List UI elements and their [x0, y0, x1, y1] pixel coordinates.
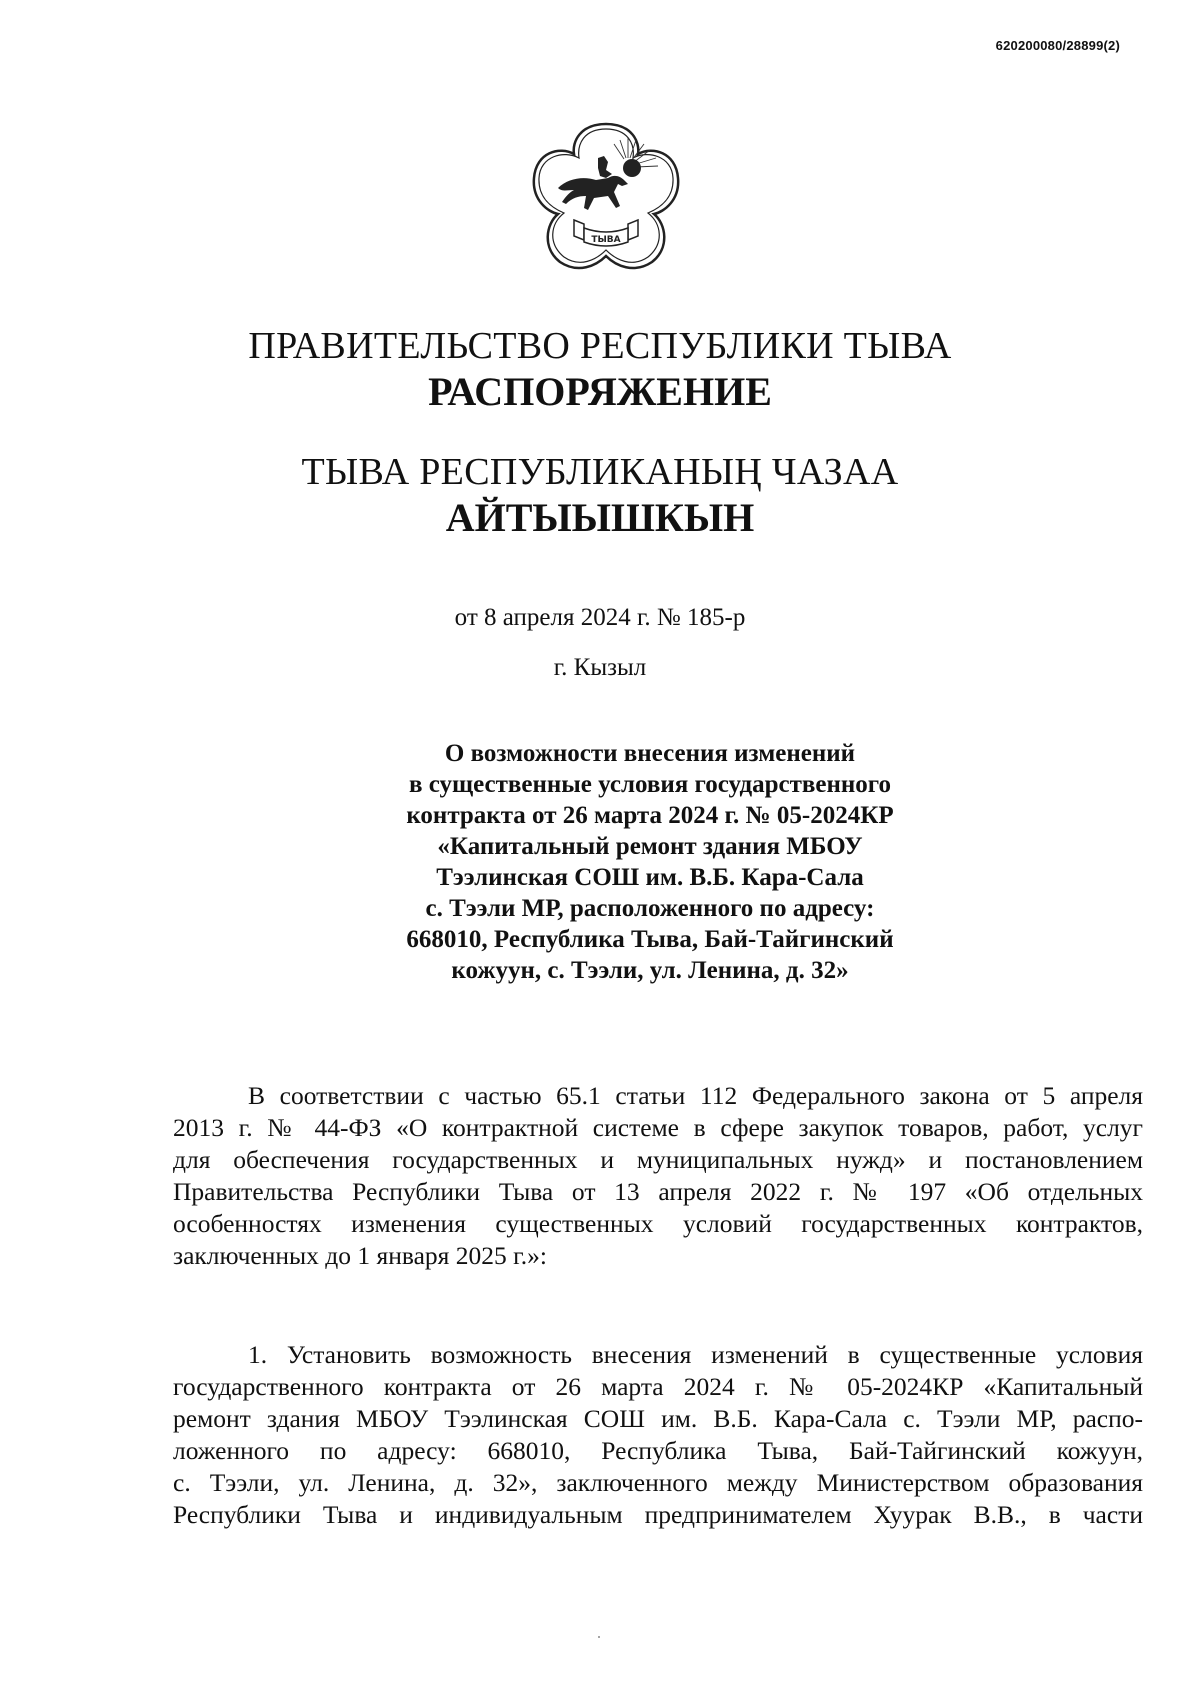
title-line: кожуун, с. Тээли, ул. Ленина, д. 32»: [451, 957, 849, 984]
svg-text:ТЫВА: ТЫВА: [591, 235, 621, 245]
text-line: ремонт здания МБОУ Тээлинская СОШ им. В.Б. Кара-Сала с. Тээли МР, распо-: [173, 1404, 1143, 1433]
title-line: 668010, Республика Тыва, Бай-Тайгинский: [406, 926, 894, 953]
text-line: государственного контракта от 26 марта 2024 г. № 05-2024КР «Капитальный: [173, 1372, 1143, 1401]
government-name-ru: ПРАВИТЕЛЬСТВО РЕСПУБЛИКИ ТЫВА: [248, 325, 952, 367]
preamble-paragraph: [173, 1080, 1143, 1272]
title-line: «Капитальный ремонт здания МБОУ: [437, 833, 863, 860]
text-line: Правительства Республики Тыва от 13 апреля 2022 г. № 197 «Об отдельных: [173, 1177, 1143, 1206]
text-line: 2013 г. № 44-ФЗ «О контрактной системе в сфере закупок товаров, работ, услуг: [173, 1113, 1143, 1142]
title-line: в существенные условия государственного: [408, 771, 892, 798]
document-city: г. Кызыл: [553, 654, 647, 681]
registration-number: 620200080/28899(2): [995, 38, 1120, 53]
text-line: ложенного по адресу: 668010, Республика Тыва, Бай-Тайгинский кожуун,: [173, 1436, 1143, 1465]
document-title: [300, 738, 1000, 986]
document-type-ru: РАСПОРЯЖЕНИЕ: [428, 369, 772, 414]
title-line: Тээлинская СОШ им. В.Б. Кара-Сала: [436, 864, 864, 891]
text-line: В соответствии с частью 65.1 статьи 112 Федерального закона от 5 апреля: [248, 1081, 1143, 1110]
title-line: с. Тээли МР, расположенного по адресу:: [425, 895, 875, 922]
document-type-tv: АЙТЫЫШКЫН: [445, 495, 755, 540]
text-line: Республики Тыва и индивидуальным предпринимателем Хуурак В.В., в части: [173, 1500, 1143, 1529]
text-line: заключенных до 1 января 2025 г.»:: [173, 1241, 547, 1270]
tuva-coat-of-arms-icon: [528, 118, 684, 276]
title-line: контракта от 26 марта 2024 г. № 05-2024КР: [406, 802, 894, 829]
text-line: с. Тээли, ул. Ленина, д. 32», заключенного между Министерством образования: [173, 1468, 1143, 1497]
text-line: 1. Установить возможность внесения изменений в существенные условия: [248, 1340, 1143, 1369]
text-line: для обеспечения государственных и муниципальных нужд» и постановлением: [173, 1145, 1143, 1174]
document-date-number: от 8 апреля 2024 г. № 185-р: [454, 604, 746, 631]
scan-speck: [598, 1636, 600, 1638]
text-line: особенностях изменения существенных условий государственных контрактов,: [173, 1209, 1143, 1238]
government-name-tv: ТЫВА РЕСПУБЛИКАНЫҢ ЧАЗАА: [301, 451, 899, 493]
title-line: О возможности внесения изменений: [444, 740, 856, 767]
item-1-paragraph: [173, 1339, 1143, 1531]
